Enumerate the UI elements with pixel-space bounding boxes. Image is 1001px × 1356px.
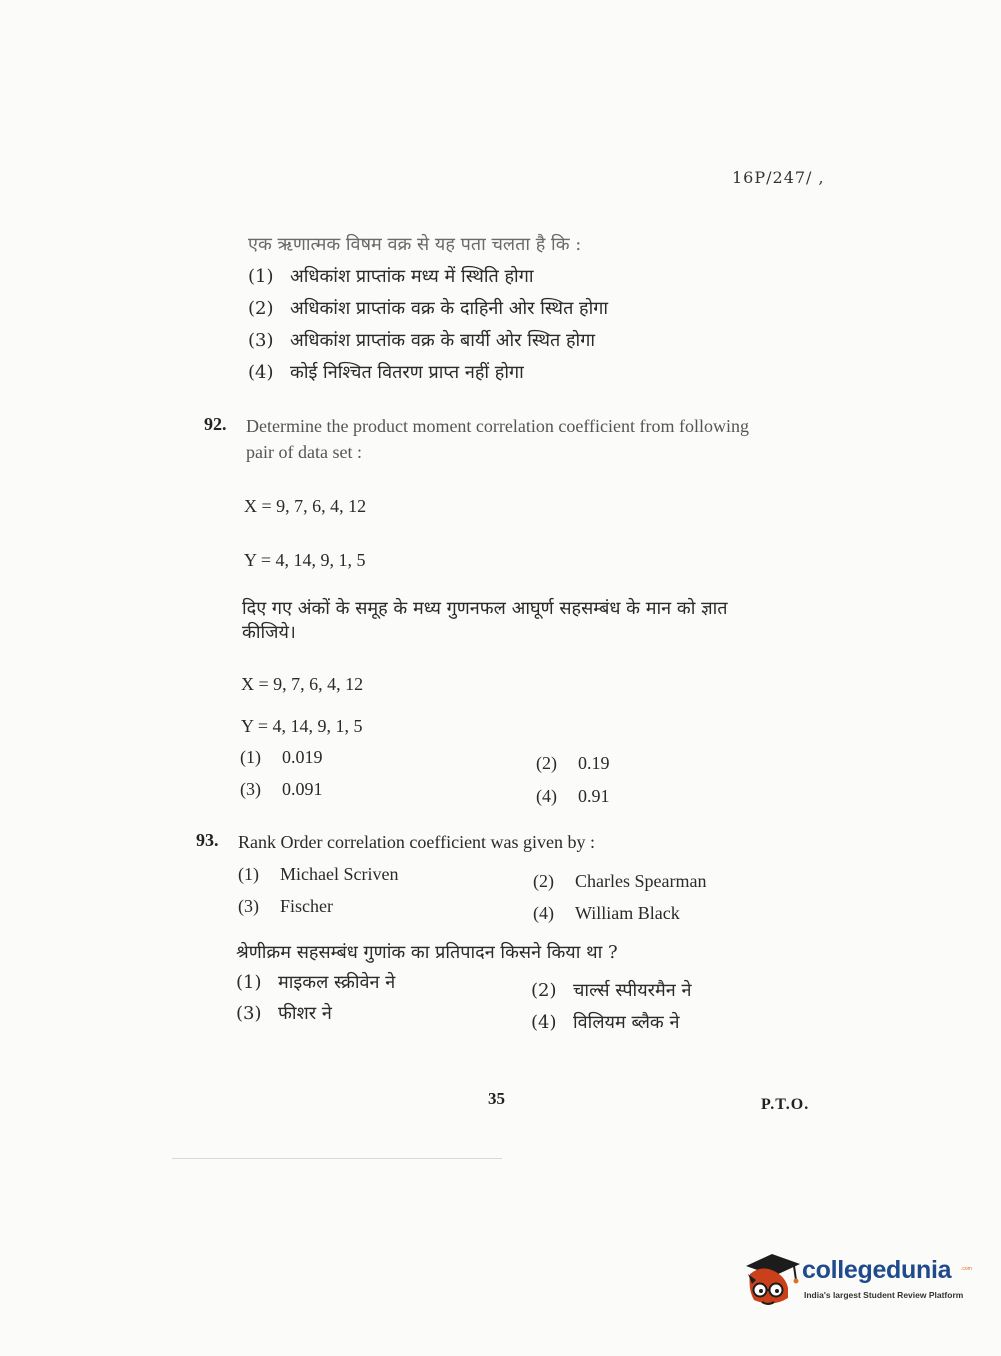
q93-hindi-stem: श्रेणीक्रम सहसम्बंध गुणांक का प्रतिपादन किसने किया था ? — [236, 942, 618, 963]
q92-option-2: (2) 0.19 — [536, 753, 610, 773]
page-number: 35 — [488, 1089, 505, 1108]
q92-stem-line2: pair of data set : — [246, 442, 362, 462]
page-fold-line — [172, 1158, 502, 1159]
q92-hindi-line1: दिए गए अंकों के समूह के मध्य गुणनफल आघूर्ण सहसम्बंध के मान को ज्ञात — [242, 598, 728, 619]
q91-hindi-stem: एक ऋणात्मक विषम वक्र से यह पता चलता है कि : — [248, 234, 582, 255]
q93-hindi-option-4: (4) विलियम ब्लैक ने — [531, 1012, 680, 1033]
q93-option-1: (1) Michael Scriven — [238, 864, 399, 884]
q92-y-data: Y = 4, 14, 9, 1, 5 — [244, 550, 366, 570]
q91-option-4: (4) कोई निश्चित वितरण प्राप्त नहीं होगा — [248, 362, 524, 383]
q92-option-4: (4) 0.91 — [536, 786, 610, 806]
q93-hindi-option-2: (2) चार्ल्स स्पीयरमैन ने — [531, 980, 692, 1001]
q93-option-2: (2) Charles Spearman — [533, 871, 707, 891]
pto-label: P.T.O. — [761, 1096, 810, 1113]
q93-number: 93. — [196, 830, 219, 850]
mascot-icon — [742, 1250, 802, 1312]
q93-option-4: (4) William Black — [533, 903, 680, 923]
q91-option-2: (2) अधिकांश प्राप्तांक वक्र के दाहिनी ओर स्थित होगा — [248, 298, 609, 319]
brand-domain: .com — [961, 1266, 972, 1272]
q92-number: 92. — [204, 414, 227, 434]
q92-option-1: (1) 0.019 — [240, 747, 323, 767]
collegedunia-logo — [742, 1250, 972, 1320]
brand-name: collegedunia — [802, 1256, 952, 1284]
q93-stem: Rank Order correlation coefficient was given by : — [238, 832, 596, 852]
q93-option-3: (3) Fischer — [238, 896, 333, 916]
q92-option-3: (3) 0.091 — [240, 779, 323, 799]
q91-option-1: (1) अधिकांश प्राप्तांक मध्य में स्थिति होगा — [248, 266, 534, 287]
q92-x-data-hindi: X = 9, 7, 6, 4, 12 — [241, 674, 364, 694]
q93-hindi-option-1: (1) माइकल स्क्रीवेन ने — [236, 972, 396, 993]
q92-hindi-line2: कीजिये। — [242, 622, 296, 643]
q91-option-3: (3) अधिकांश प्राप्तांक वक्र के बार्यी ओर स्थित होगा — [248, 330, 596, 351]
q93-hindi-option-3: (3) फीशर ने — [236, 1003, 332, 1024]
q92-y-data-hindi: Y = 4, 14, 9, 1, 5 — [241, 716, 363, 736]
q92-stem-line1: Determine the product moment correlation coefficient from following — [246, 416, 749, 436]
paper-code: 16P/247/ , — [732, 168, 825, 187]
q92-x-data: X = 9, 7, 6, 4, 12 — [244, 496, 367, 516]
brand-tagline: India's largest Student Review Platform — [804, 1290, 964, 1300]
